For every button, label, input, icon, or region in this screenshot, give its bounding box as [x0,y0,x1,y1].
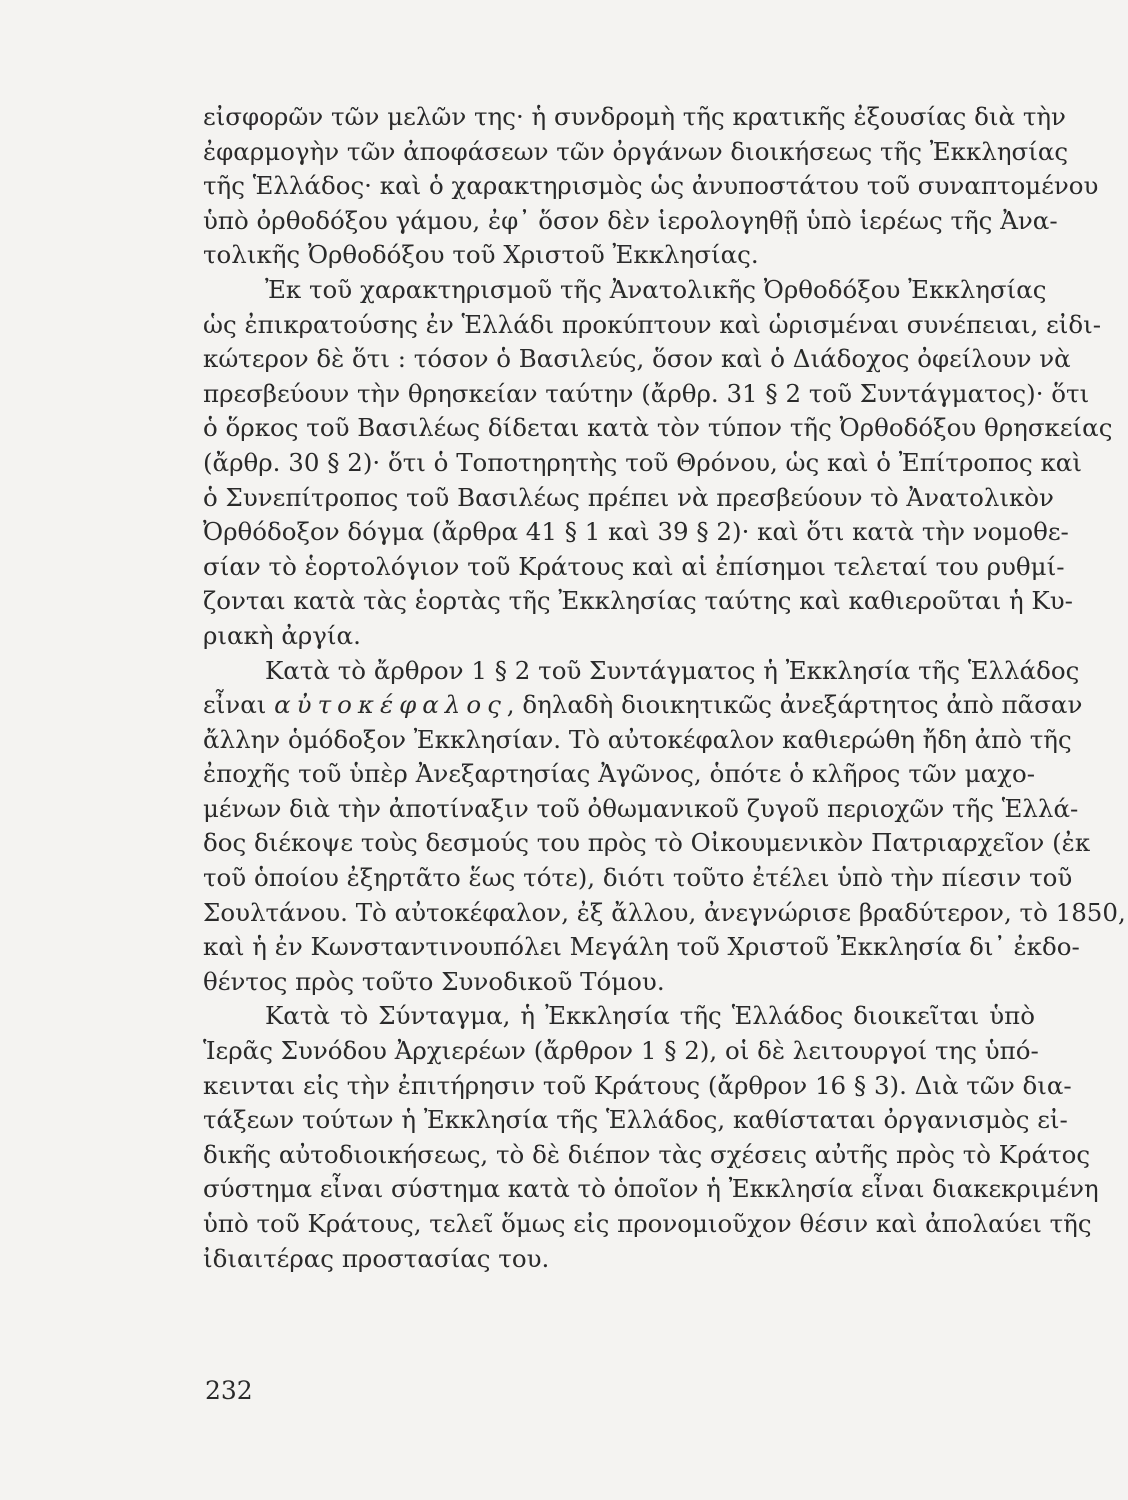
text-line: ἐφαρμογὴν τῶν ἀποφάσεων τῶν ὀργάνων διοικήσεως τῆς Ἐκκλησίας [203,136,1069,166]
text-line: εἰσφορῶν τῶν μελῶν της· ἡ συνδρομὴ τῆς κρατικῆς ἐξουσίας διὰ τὴν [203,102,1066,131]
text-line: κώτερον δὲ ὅτι : τόσον ὁ Βασιλεύς, ὅσον καὶ ὁ Διάδοχος ὀφείλουν νὰ [203,344,1071,374]
text-line: πρεσβεύουν τὴν θρησκείαν ταύτην (ἄρθρ. 31 § 2 τοῦ Συντάγματος)· ὅτι [203,378,1090,408]
text-line: θέντος πρὸς τοῦτο Συνοδικοῦ Τόμου. [203,966,665,996]
text-line: (ἄρθρ. 30 § 2)· ὅτι ὁ Τοποτηρητὴς τοῦ Θρόνου, ὡς καὶ ὁ Ἐπίτροπος καὶ [203,447,1082,477]
line-prefix: εἶναι [203,690,275,720]
spaced-emphasis: αὐτοκέφαλος [274,690,507,720]
text-line: Σουλτάνου. Τὸ αὐτοκέφαλον, ἐξ ἄλλου, ἀνεγνώρισε βραδύτερον, τὸ 1850, [203,897,1126,927]
text-line: ἄλλην ὁμόδοξον Ἐκκλησίαν. Τὸ αὐτοκέφαλον καθιερώθη ἤδη ἀπὸ τῆς [203,724,1072,754]
text-line: ὁ Συνεπίτροπος τοῦ Βασιλέως πρέπει νὰ πρεσβεύουν τὸ Ἀνατολικὸν [203,482,1054,512]
body-text [203,100,1126,1276]
text-line: τάξεων τούτων ἡ Ἐκκλησία τῆς Ἑλλάδος, καθίσταται ὀργανισμὸς εἰ- [203,1105,1068,1135]
text-line-emphasis [203,688,1083,723]
text-line: δικῆς αὐτοδιοικήσεως, τὸ δὲ διέπον τὰς σχέσεις αὐτῆς πρὸς τὸ Κράτος [203,1139,1091,1169]
text-line: Ἱερᾶς Συνόδου Ἀρχιερέων (ἄρθρον 1 § 2), οἱ δὲ λειτουργοί της ὑπό- [203,1036,1039,1066]
text-line: κεινται εἰς τὴν ἐπιτήρησιν τοῦ Κράτους (ἄρθρον 16 § 3). Διὰ τῶν δια- [203,1070,1072,1100]
text-line: τῆς Ἑλλάδος· καὶ ὁ χαρακτηρισμὸς ὡς ἀνυποστάτου τοῦ συναπτομένου [203,171,1099,201]
text-line: ὑπὸ τοῦ Κράτους, τελεῖ ὅμως εἰς προνομιοῦχον θέσιν καὶ ἀπολαύει τῆς [203,1209,1092,1238]
text-line: δος διέκοψε τοὺς δεσμούς του πρὸς τὸ Οἰκουμενικὸν Πατριαρχεῖον (ἐκ [203,828,1091,858]
text-line: ὑπὸ ὀρθοδόξου γάμου, ἐφ᾽ ὅσον δὲν ἱερολογηθῇ ὑπὸ ἱερέως τῆς Ἀνα- [203,205,1058,235]
text-line: μένων διὰ τὴν ἀποτίναξιν τοῦ ὀθωμανικοῦ ζυγοῦ περιοχῶν τῆς Ἑλλά- [203,793,1079,823]
page-number: 232 [205,1376,253,1405]
text-line: σίαν τὸ ἑορτολόγιον τοῦ Κράτους καὶ αἱ ἐπίσημοι τελεταί του ρυθμί- [203,551,1065,581]
text-line: Ἐκ τοῦ χαρακτηρισμοῦ τῆς Ἀνατολικῆς Ὀρθοδόξου Ἐκκλησίας [265,274,1047,304]
text-line: ἰδιαιτέρας προστασίας του. [203,1243,550,1273]
text-line: Ὀρθόδοξον δόγμα (ἄρθρα 41 § 1 καὶ 39 § 2)· καὶ ὅτι κατὰ τὴν νομοθε- [203,517,1069,547]
text-line: τοῦ ὁποίου ἐξηρτᾶτο ἕως τότε), διότι τοῦτο ἐτέλει ὑπὸ τὴν πίεσιν τοῦ [203,863,1073,893]
text-line: Κατὰ τὸ ἄρθρον 1 § 2 τοῦ Συντάγματος ἡ Ἐκκλησία τῆς Ἑλλάδος [265,655,1080,685]
text-line: ζονται κατὰ τὰς ἑορτὰς τῆς Ἐκκλησίας ταύτης καὶ καθιεροῦται ἡ Κυ- [203,586,1073,616]
text-line: τολικῆς Ὀρθοδόξου τοῦ Χριστοῦ Ἐκκλησίας. [203,240,759,270]
text-line: ὡς ἐπικρατούσης ἐν Ἑλλάδι προκύπτουν καὶ ὡρισμέναι συνέπειαι, εἰδι- [203,309,1102,339]
text-line: Κατὰ τὸ Σύνταγμα, ἡ Ἐκκλησία τῆς Ἑλλάδος διοικεῖται ὑπὸ [265,1001,1035,1031]
text-line: καὶ ἡ ἐν Κωνσταντινουπόλει Μεγάλη τοῦ Χριστοῦ Ἐκκλησία δι᾽ ἐκδο- [203,932,1080,962]
line-suffix: , δηλαδὴ διοικητικῶς ἀνεξάρτητος ἀπὸ πᾶσαν [506,690,1083,720]
text-line: ὁ ὅρκος τοῦ Βασιλέως δίδεται κατὰ τὸν τύπον τῆς Ὀρθοδόξου θρησκείας [203,413,1113,443]
text-line: ἐποχῆς τοῦ ὑπὲρ Ἀνεξαρτησίας Ἀγῶνος, ὁπότε ὁ κλῆρος τῶν μαχο- [203,759,1035,789]
text-line: σύστημα εἶναι σύστημα κατὰ τὸ ὁποῖον ἡ Ἐκκλησία εἶναι διακεκριμένη [203,1174,1099,1204]
text-line: ριακὴ ἀργία. [203,620,361,650]
